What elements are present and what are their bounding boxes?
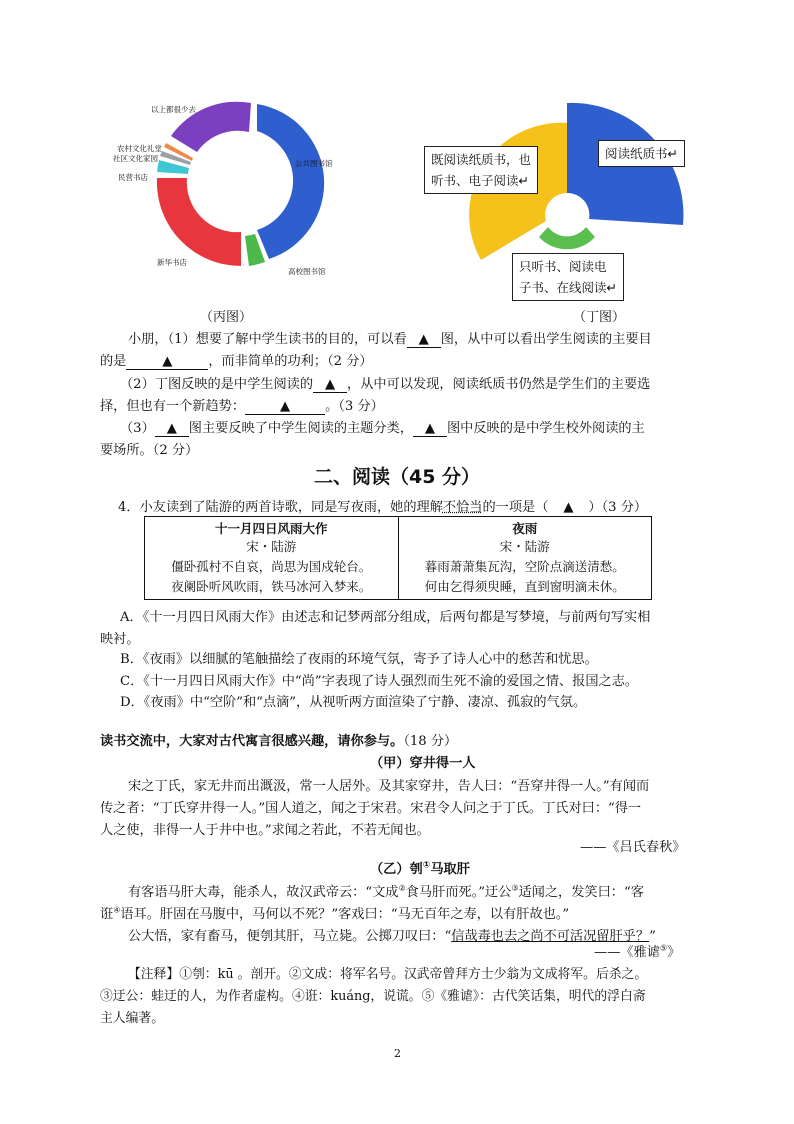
- poem-line: 僵卧孤村不自哀，尚思为国戍轮台。: [171, 559, 372, 574]
- text: （18 分）: [403, 734, 458, 749]
- footnote-mark: ⑤: [659, 943, 668, 953]
- poem-line: 何由乞得须臾睡，直到窗明滴未休。: [424, 579, 625, 594]
- text: 读书交流中，大家对古代寓言很感兴趣，请你参与。: [100, 734, 404, 749]
- reading-intro: [100, 730, 457, 749]
- text: ——《雅谑: [594, 945, 660, 960]
- text: 公大悟，家有畜马，便刳其肝，马立毙。公掷刀叹曰：“: [128, 929, 452, 944]
- answer-blank[interactable]: ▲: [313, 378, 347, 393]
- text: 。（3 分）: [325, 399, 384, 414]
- label-xinhua-bookstore: 新华书店: [157, 258, 187, 267]
- option-c: C．《十一月四日风雨大作》中“尚”字表现了诗人强烈而生死不渝的爱国之情、报国之志。: [120, 674, 639, 689]
- text: 语耳。肝固在马腹中，马何以不死？”客戏曰：“马无百年之寿，以有肝故也。”: [120, 907, 570, 922]
- text: 图，从中可以看出学生阅读的主要目: [440, 332, 652, 347]
- label-public-library: 公共图书馆: [295, 159, 333, 168]
- poem-author: 宋・陆游: [246, 539, 297, 554]
- footnote-mark: ③: [511, 883, 519, 893]
- note-line-2: ③迂公：蛙迂的人，为作者虚构。④诳：kuáng，说谎。⑤《雅谑》：古代笑话集，明代的浮白斋: [100, 989, 646, 1004]
- yi-source: [594, 941, 680, 960]
- text: 适闻之，发笑曰：“客: [518, 885, 644, 900]
- q3-line-1: [128, 328, 652, 348]
- poem-title: 十一月四日风雨大作: [214, 521, 328, 536]
- text: 4．小友读到了陆游的两首诗歌，同是写夜雨，她的理解: [118, 500, 443, 515]
- text: 》: [667, 945, 681, 960]
- segment-xinhua-bookstore: [157, 178, 241, 266]
- text: 图主要反映了中学生阅读的主题分类，: [188, 421, 413, 436]
- callout-mixed-reading: [424, 146, 538, 194]
- footnote-mark: ②: [398, 883, 406, 893]
- text: ”: [649, 929, 656, 944]
- answer-blank[interactable]: ▲: [155, 422, 189, 437]
- text: 小朋，（1）想要了解中学生读书的目的，可以看: [128, 332, 407, 347]
- donut-chart-bing: [105, 98, 345, 288]
- text: 的是: [100, 354, 127, 369]
- poem-line: 暮雨萧萧集瓦沟，空阶点滴送清愁。: [424, 559, 625, 574]
- caption-ding: （丁图）: [573, 310, 626, 325]
- note-line-3: 主人编著。: [100, 1011, 164, 1026]
- label-community-home: 社区文化家园: [113, 154, 158, 163]
- text: ，而非简单的功利；（2 分）: [208, 354, 373, 369]
- text: （2）丁图反映的是中学生阅读的: [120, 377, 314, 392]
- footnote-mark: ④: [113, 905, 121, 915]
- text: 有客语马肝大毒，能杀人，故汉武帝云：“文成: [128, 885, 399, 900]
- yi-line-2: [100, 903, 569, 922]
- callout-line: 子书、在线阅读↵: [519, 280, 617, 295]
- underlined-sentence: 信哉毒也去之尚不可活况留肝乎？: [451, 929, 650, 944]
- label-village-hall: 农村文化礼堂: [117, 144, 162, 153]
- jia-title: （甲）穿井得一人: [370, 756, 476, 771]
- callout-online-only: [512, 253, 624, 301]
- poem-line: 夜阑卧听风吹雨，铁马冰河入梦来。: [171, 579, 372, 594]
- text: 食马肝而死。”迂公: [405, 885, 512, 900]
- page-number: 2: [394, 1047, 401, 1060]
- label-rarely-go: 以上都很少去: [151, 105, 196, 114]
- callout-line: 阅读纸质书↵: [605, 146, 678, 161]
- caption-bing: （丙图）: [200, 310, 253, 325]
- jia-source: ——《吕氏春秋》: [580, 840, 686, 855]
- text: 的一项是（: [482, 500, 549, 515]
- text: 马取肝: [430, 862, 470, 877]
- q3-line-3: [120, 373, 650, 393]
- jia-line-2: 传之者：“丁氏穿井得一人。”国人道之，闻之于宋君。宋君令人问之于丁氏。丁氏对曰：“得一: [100, 801, 642, 816]
- q4-stem: [118, 496, 647, 515]
- q3-line-2: [100, 350, 373, 370]
- text: （乙）刳: [370, 862, 423, 877]
- option-a-cont: 映衬。: [100, 632, 140, 647]
- jia-line-3: 人之使，非得一人于井中也。”求闻之若此，不若无闻也。: [100, 823, 430, 838]
- callout-line: 既阅读纸质书，也: [431, 152, 532, 167]
- option-d: D．《夜雨》中“空阶”和“点滴”，从视听两方面渲染了宁静、凄凉、孤寂的气氛。: [120, 695, 587, 710]
- yi-title: [370, 858, 470, 877]
- text: ，从中可以发现，阅读纸质书仍然是学生们的主要选: [347, 377, 651, 392]
- q3-line-4: [100, 395, 384, 415]
- q3-line-5: [120, 417, 645, 437]
- text: ）（3 分）: [588, 500, 648, 515]
- option-a: A．《十一月四日风雨大作》由述志和记梦两部分组成，后两句都是写梦境，与前两句写实相: [120, 610, 651, 625]
- emphasis-text: 不恰当: [442, 500, 483, 515]
- label-university-library: 高校图书馆: [288, 267, 326, 276]
- section-title: 二、阅读（45 分）: [313, 466, 481, 488]
- answer-blank[interactable]: ▲: [407, 333, 441, 348]
- callout-line: 只听书、阅读电: [519, 259, 607, 274]
- jia-line-1: 宋之丁氏，家无井而出溉汲，常一人居外。及其家穿井，告人曰：“吾穿井得一人。”有闻而: [128, 779, 650, 794]
- text: 图中反映的是中学生校外阅读的主: [446, 421, 645, 436]
- poem-table: [144, 516, 652, 600]
- text: （3）: [120, 421, 155, 436]
- text: 诳: [100, 907, 114, 922]
- label-private-bookstore: 民营书店: [118, 173, 148, 182]
- text: 择，但也有一个新趋势：: [100, 399, 246, 414]
- callout-paper-books: [598, 140, 685, 167]
- q3-line-6: 要场所。（2 分）: [100, 443, 199, 458]
- yi-line-1: [128, 881, 644, 900]
- footnote-mark: ①: [422, 860, 431, 871]
- poem-author: 宋・陆游: [499, 539, 550, 554]
- segment-public-library: [257, 104, 324, 259]
- answer-blank[interactable]: ▲: [245, 400, 325, 415]
- option-b: B．《夜雨》以细腻的笔触描绘了夜雨的环境气氛，寄予了诗人心中的愁苦和忧思。: [120, 652, 598, 667]
- yi-line-3: [128, 925, 656, 944]
- answer-blank[interactable]: ▲: [413, 422, 447, 437]
- poem-title: 夜雨: [512, 521, 538, 536]
- answer-blank[interactable]: ▲: [126, 355, 208, 370]
- answer-mark[interactable]: ▲: [563, 500, 574, 515]
- callout-line: 听书、电子阅读↵: [431, 173, 529, 188]
- note-line-1: 【注释】①刳：kū 。剖开。②文成：将军名号。汉武帝曾拜方士少翁为文成将军。后杀之。: [128, 967, 648, 982]
